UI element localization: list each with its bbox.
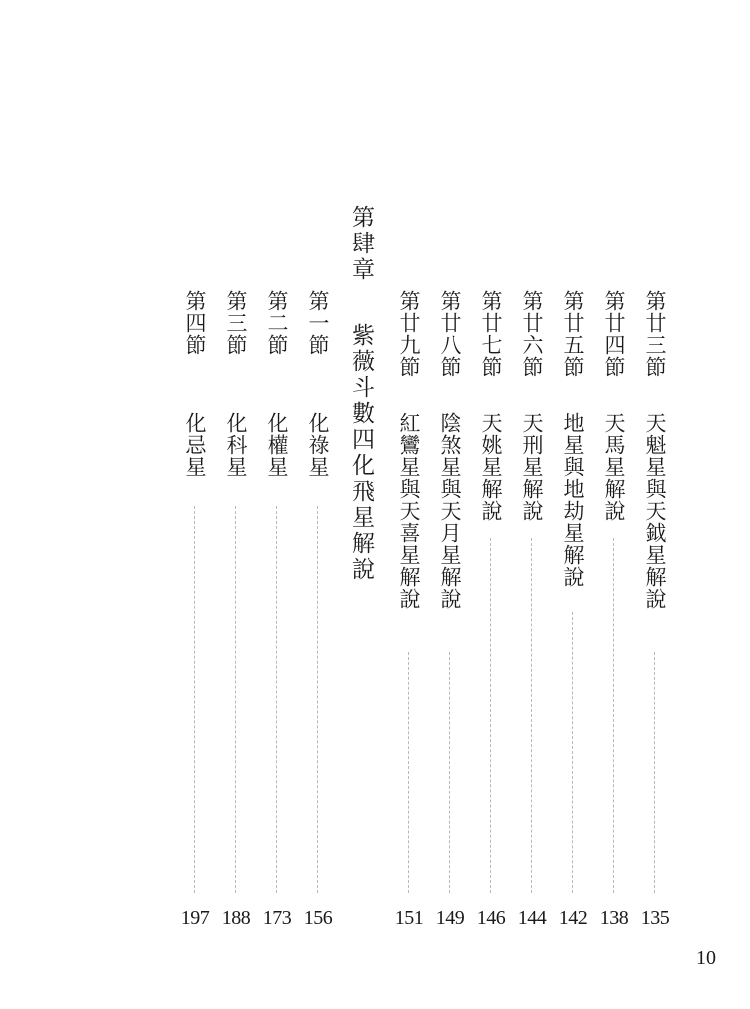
section-number: 第四節 xyxy=(183,290,207,356)
section-title: 天姚星解說 xyxy=(479,412,503,522)
chapter-number: 第肆章 xyxy=(348,205,374,283)
page-ref: 138 xyxy=(599,907,629,929)
dot-leader xyxy=(276,506,277,893)
page-ref: 146 xyxy=(476,907,506,929)
dot-leader xyxy=(654,652,655,893)
section-title: 化忌星 xyxy=(183,412,207,478)
toc-entry xyxy=(558,0,588,1009)
dot-leader xyxy=(572,612,573,893)
page-ref: 144 xyxy=(517,907,547,929)
toc-entry xyxy=(221,0,251,1009)
section-number: 第廿八節 xyxy=(438,290,462,378)
chapter-title: 紫薇斗數四化飛星解說 xyxy=(348,323,374,583)
section-title: 地星與地劫星解說 xyxy=(561,412,585,588)
dot-leader xyxy=(408,652,409,893)
page-ref: 135 xyxy=(640,907,670,929)
toc-entry xyxy=(435,0,465,1009)
section-number: 第廿七節 xyxy=(479,290,503,378)
section-number: 第廿五節 xyxy=(561,290,585,378)
section-title: 天魁星與天鉞星解說 xyxy=(643,412,667,610)
section-number: 第廿九節 xyxy=(397,290,421,378)
section-number: 第廿六節 xyxy=(520,290,544,378)
dot-leader xyxy=(235,506,236,893)
toc-entry xyxy=(476,0,506,1009)
section-number: 第廿三節 xyxy=(643,290,667,378)
page-number: 10 xyxy=(696,947,716,969)
dot-leader xyxy=(531,538,532,893)
toc-entry xyxy=(599,0,629,1009)
toc-entry xyxy=(262,0,292,1009)
section-number: 第廿四節 xyxy=(602,290,626,378)
dot-leader xyxy=(449,652,450,893)
page-ref: 142 xyxy=(558,907,588,929)
page-ref: 173 xyxy=(262,907,292,929)
section-title: 化祿星 xyxy=(306,412,330,478)
section-number: 第一節 xyxy=(306,290,330,356)
toc-entry xyxy=(394,0,424,1009)
section-title: 紅鸞星與天喜星解說 xyxy=(397,412,421,610)
toc-entry xyxy=(517,0,547,1009)
toc-entry xyxy=(303,0,333,1009)
section-title: 化科星 xyxy=(224,412,248,478)
section-title: 化權星 xyxy=(265,412,289,478)
page-ref: 149 xyxy=(435,907,465,929)
dot-leader xyxy=(613,538,614,893)
section-title: 天馬星解說 xyxy=(602,412,626,522)
page-ref: 151 xyxy=(394,907,424,929)
section-title: 陰煞星與天月星解說 xyxy=(438,412,462,610)
page-ref: 188 xyxy=(221,907,251,929)
section-number: 第二節 xyxy=(265,290,289,356)
dot-leader xyxy=(194,506,195,893)
page-ref: 197 xyxy=(180,907,210,929)
dot-leader xyxy=(317,506,318,893)
page-ref: 156 xyxy=(303,907,333,929)
dot-leader xyxy=(490,538,491,893)
toc-entry xyxy=(640,0,670,1009)
section-number: 第三節 xyxy=(224,290,248,356)
toc-entry xyxy=(180,0,210,1009)
section-title: 天刑星解說 xyxy=(520,412,544,522)
